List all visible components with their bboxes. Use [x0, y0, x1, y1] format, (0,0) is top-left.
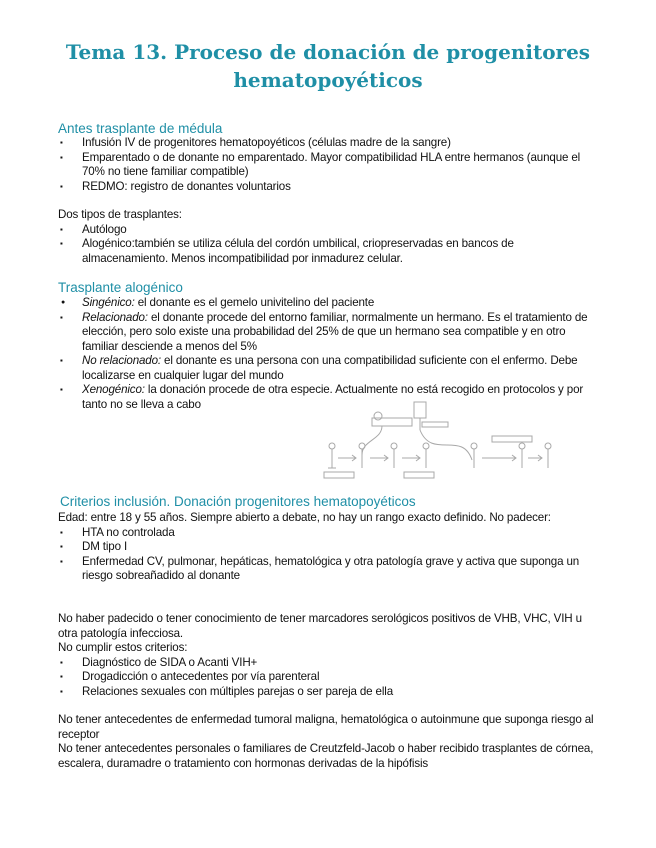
term: Xenogénico:: [82, 383, 145, 396]
figure-device: [414, 402, 426, 418]
antes-list: [58, 136, 598, 194]
alogenico-list: [58, 296, 598, 412]
figure-bed: [372, 418, 412, 426]
term-text: el donante es una persona con una compatibilidad suficiente con el enfermo. Debe localizarse en cualquier lugar del mundo: [82, 354, 578, 382]
list-item: ▪ Relaciones sexuales con múltiples parejas o ser pareja de ella: [58, 685, 598, 700]
list-item: [58, 354, 598, 383]
list-item: ▪ DM tipo I: [58, 540, 598, 555]
criterios-intro: Edad: entre 18 y 55 años. Siempre abierto a debate, no hay un rango exacto definido. No padecer:: [58, 511, 551, 524]
tumoral-paragraph: No tener antecedentes de enfermedad tumoral maligna, hematológica o autoinmune que suponga riesgo al receptor: [58, 713, 594, 741]
list-item: ▪ REDMO: registro de donantes voluntarios: [58, 180, 598, 195]
list-item: ▪ Infusión IV de progenitores hematopoyéticos (células madre de la sangre): [58, 136, 598, 151]
list-item: ▪ Enfermedad CV, pulmonar, hepáticas, hematológica y otra patología grave y activa que suponga un riesgo sobreañadido al donante: [58, 555, 598, 584]
heading-criterios-inclusion: Criterios inclusión. Donación progenitores hematopoyéticos: [60, 494, 416, 509]
term-text: la donación procede de otra especie. Actualmente no está recogido en protocolos y por tanto no se lleva a cabo: [82, 383, 584, 411]
creutzfeld-paragraph: No tener antecedentes personales o familiares de Creutzfeld-Jacob o haber recibido trasplantes de córnea, escalera, duramadre o tratamiento con hormonas derivadas de la hipófisis: [58, 742, 594, 770]
term-text: el donante procede del entorno familiar, normalmente un hermano. Es el tratamiento de elección, pero solo existe una probabilidad del 25% de que un hermano sea compatible y en otro familiar desciende a menos del 5%: [82, 310, 588, 353]
no-cumplir-list: [58, 656, 598, 700]
criterios-block: [58, 511, 598, 584]
list-item: [58, 296, 598, 311]
tipos-list: [58, 223, 598, 267]
term: Relacionado:: [82, 310, 148, 324]
list-item: ▪ Diagnóstico de SIDA o Acanti VIH+: [58, 656, 598, 671]
term-text: el donante es el gemelo univitelino del paciente: [137, 296, 375, 309]
criterios-block-3: [58, 713, 598, 771]
donation-diagram-figure: [322, 400, 560, 482]
heading-antes-trasplante: Antes trasplante de médula: [58, 121, 223, 136]
list-item: ▪ Drogadicción o antecedentes por vía parenteral: [58, 670, 598, 685]
term: Singénico:: [82, 296, 135, 309]
tipos-block: [58, 208, 598, 266]
criterios-block-2: [58, 612, 598, 699]
list-item: ▪ Alogénico:también se utiliza célula del cordón umbilical, criopreservadas en bancos de almacenamiento. Menos incompatibilidad por inmadurez celular.: [58, 237, 598, 266]
tipos-intro: Dos tipos de trasplantes:: [58, 208, 182, 221]
page-title: Tema 13. Proceso de donación de progenitores hematopoyéticos: [65, 40, 591, 92]
no-cumplir-intro: No cumplir estos criterios:: [58, 641, 188, 654]
list-item: ▪ Emparentado o de donante no emparentado. Mayor compatibilidad HLA entre hermanos (aunque el 70% no tiene familiar compatible): [58, 151, 598, 180]
list-item: ▪ HTA no controlada: [58, 526, 598, 541]
serologia-paragraph: No haber padecido o tener conocimiento de tener marcadores serológicos positivos de VHB, VHC, VIH u otra patología infecciosa.: [58, 612, 582, 640]
term: No relacionado:: [82, 354, 161, 367]
alogenico-block: [58, 296, 598, 412]
list-item: ▪ Autólogo: [58, 223, 598, 238]
antes-list-block: [58, 136, 598, 194]
list-item: [58, 311, 598, 355]
criterios-list: [58, 526, 598, 584]
heading-trasplante-alogenico: Trasplante alogénico: [58, 280, 183, 295]
figure-people: [328, 443, 551, 468]
